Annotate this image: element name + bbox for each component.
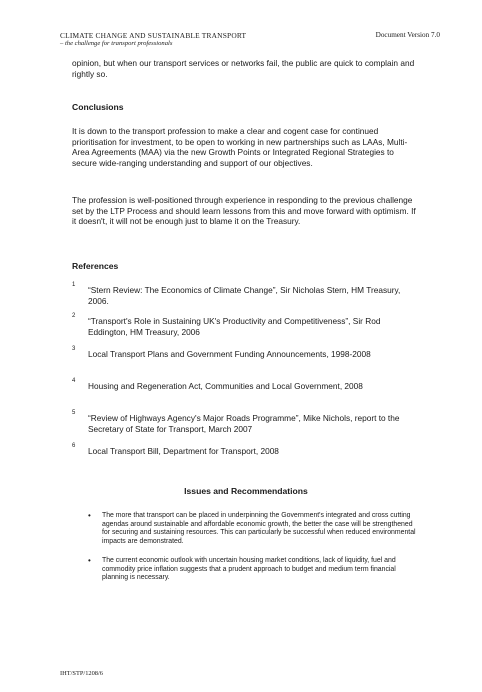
reference-number: 3 (72, 346, 76, 352)
reference-number: 4 (72, 378, 76, 384)
intro-paragraph-tail: opinion, but when our transport services or networks fail, the public are quick to complain and rightly so. (72, 58, 415, 79)
reference-number: 5 (72, 410, 76, 416)
reference-text: “Review of Highways Agency's Major Roads Programme”, Mike Nichols, report to the Secretary of State for Transport, March 2007 (88, 413, 400, 434)
reference-item (72, 378, 420, 392)
reference-number: 6 (72, 443, 76, 449)
recommendation-text: The current economic outlook with uncertain housing market conditions, lack of liquidity, fuel and commodity price inflation suggests that a prudent approach to budget and medium term financial planning is necessary. (102, 557, 396, 582)
reference-item (72, 346, 420, 360)
reference-item (72, 443, 420, 457)
reference-text: Housing and Regeneration Act, Communities and Local Government, 2008 (88, 381, 363, 391)
header-subtitle: – the challenge for transport professionals (60, 40, 173, 47)
footer-code: IHT/STP/1208/6 (60, 670, 103, 677)
reference-text: Local Transport Plans and Government Funding Announcements, 1998-2008 (88, 349, 371, 359)
conclusions-paragraph-2: The profession is well-positioned through experience in responding to the previous challenge set by the LTP Process and should learn lessons from this and move forward with optimism. If it doesn't, it will not be enough just to blame it on the Treasury. (72, 195, 416, 227)
reference-item (72, 410, 420, 434)
bullet-icon: • (88, 556, 91, 565)
reference-text: “Transport's Role in Sustaining UK's Productivity and Competitiveness”, Sir Rod Eddington, HM Treasury, 2006 (88, 316, 381, 337)
reference-number: 2 (72, 313, 76, 319)
reference-item (72, 313, 420, 337)
bullet-icon: • (88, 511, 91, 520)
recommendation-text: The more that transport can be placed in underpinning the Government's integrated and cross cutting agendas around sustainable and affordable economic growth, the better the case will be strengthened for securing and sustaining resources. This can particularly be successful when reduced environmental impacts are demonstrated. (102, 512, 416, 545)
reference-text: “Stern Review: The Economics of Climate Change”, Sir Nicholas Stern, HM Treasury, 2006. (88, 285, 401, 306)
reference-text: Local Transport Bill, Department for Transport, 2008 (88, 446, 279, 456)
conclusions-paragraph-1: It is down to the transport profession to make a clear and cogent case for continued prioritisation for investment, to be open to working in new partnerships such as LAAs, Multi-Area Agreements (MAA) via the new Growth Points or Integrated Regional Strategies to secure wide-ranging understanding and support of our objectives. (72, 126, 408, 168)
header-title: CLIMATE CHANGE AND SUSTAINABLE TRANSPORT (60, 31, 247, 40)
document-version: Document Version 7.0 (375, 31, 440, 39)
conclusions-heading: Conclusions (72, 102, 124, 112)
recommendation-item (88, 512, 418, 546)
page-header (60, 31, 440, 48)
issues-heading: Issues and Recommendations (184, 486, 308, 496)
references-heading: References (72, 261, 119, 271)
recommendation-item (88, 557, 418, 583)
reference-item (72, 282, 420, 306)
reference-number: 1 (72, 282, 76, 288)
